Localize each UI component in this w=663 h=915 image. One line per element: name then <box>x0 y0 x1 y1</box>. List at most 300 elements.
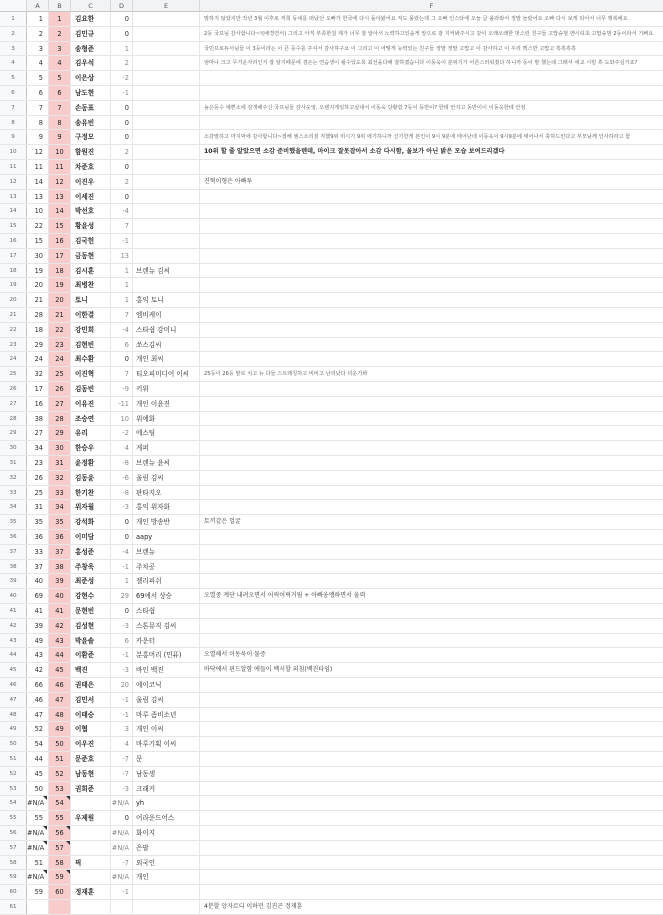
cell-e-agency[interactable]: 외국인 <box>133 856 200 870</box>
row-number[interactable]: 46 <box>0 678 27 692</box>
cell-d-change[interactable]: 20 <box>111 678 133 692</box>
cell-b[interactable]: 41 <box>49 604 71 618</box>
cell-e-agency[interactable] <box>133 278 200 292</box>
cell-e-agency[interactable]: 바인 백진 <box>133 663 200 677</box>
cell-f-note[interactable] <box>200 604 663 618</box>
row-number[interactable]: 59 <box>0 870 27 884</box>
cell-e-agency[interactable]: 홍익 토니 <box>133 293 200 307</box>
cell-b[interactable]: 33 <box>49 486 71 500</box>
cell-e-agency[interactable]: aapy <box>133 530 200 544</box>
cell-c-name[interactable] <box>71 796 111 810</box>
cell-d-change[interactable] <box>111 900 133 914</box>
cell-e-agency[interactable]: 은팔 <box>133 841 200 855</box>
cell-b[interactable]: 52 <box>49 767 71 781</box>
cell-d-change[interactable]: -7 <box>111 856 133 870</box>
cell-c-name[interactable]: 정재훈 <box>71 885 111 899</box>
cell-c-name[interactable]: 금동현 <box>71 249 111 263</box>
cell-a[interactable]: 39 <box>27 619 49 633</box>
row-number[interactable]: 34 <box>0 500 27 514</box>
cell-b[interactable]: 49 <box>49 722 71 736</box>
row-number[interactable]: 17 <box>0 249 27 263</box>
cell-a[interactable]: 66 <box>27 678 49 692</box>
cell-b[interactable]: 22 <box>49 323 71 337</box>
cell-f-note[interactable] <box>200 204 663 218</box>
cell-b[interactable]: 34 <box>49 500 71 514</box>
cell-b[interactable] <box>49 900 71 914</box>
cell-c-name[interactable]: 김동빈 <box>71 382 111 396</box>
cell-c-name[interactable]: 우제원 <box>71 811 111 825</box>
cell-c-name[interactable]: 토니 <box>71 293 111 307</box>
cell-e-agency[interactable]: 카운터 <box>133 634 200 648</box>
row-number[interactable]: 6 <box>0 86 27 100</box>
cell-b[interactable]: 6 <box>49 86 71 100</box>
cell-c-name[interactable]: 이은상 <box>71 71 111 85</box>
cell-f-note[interactable]: 엄마나 크고 무거운자리인지 잘 알기때문에 겸손는 연습생이 될수있도록 최선을다해 잘하겠습니다 이동욱이 분위기가 어른스러워졌다 하니까 동이 말 했는데 그래서 애교 시킴 흑 도와주실거죠? <box>204 60 638 67</box>
cell-d-change[interactable]: 0 <box>111 530 133 544</box>
cell-b[interactable]: 23 <box>49 338 71 352</box>
cell-e-agency[interactable]: 브랜뉴 윤씨 <box>133 456 200 470</box>
cell-d-change[interactable]: 10 <box>111 412 133 426</box>
cell-d-change[interactable]: -2 <box>111 71 133 85</box>
cell-b[interactable]: 5 <box>49 71 71 85</box>
cell-b[interactable]: 45 <box>49 663 71 677</box>
cell-d-change[interactable]: -7 <box>111 767 133 781</box>
cell-e-agency[interactable]: 개인 <box>133 870 200 884</box>
cell-f-note[interactable]: 말하지 않았지만 작년 3월 이후로 저희 동네를 떠났던 오빠가 한국에 다시 돌아왔어요 저도 몰랐는데 그 오빠 인스타에 오늘 글 올라와서 정말 놀랐어요 오빠 다시 보게 되어서 너무 행복해요 <box>204 16 628 22</box>
cell-d-change[interactable]: 2 <box>111 175 133 189</box>
cell-f-note[interactable] <box>200 338 663 352</box>
cell-f-note[interactable]: 4분할 앙자르디 이하민 김진곤 정재훈 <box>204 903 303 910</box>
cell-e-agency[interactable]: 게퍼 <box>133 441 200 455</box>
cell-f-note[interactable] <box>200 426 663 440</box>
cell-e-agency[interactable]: 남동생 <box>133 767 200 781</box>
cell-c-name[interactable]: 강석화 <box>71 515 111 529</box>
row-number[interactable]: 38 <box>0 560 27 574</box>
cell-b[interactable]: 21 <box>49 308 71 322</box>
cell-e-agency[interactable]: 크래커 <box>133 782 200 796</box>
cell-a[interactable]: 18 <box>27 323 49 337</box>
cell-f-note[interactable] <box>200 796 663 810</box>
cell-f-note[interactable]: 25등이 26등 맡로 치고 뉴 다들 스트레칭하고 비비고 난리났다 더운가봐 <box>204 371 368 378</box>
row-number[interactable]: 16 <box>0 234 27 248</box>
cell-e-agency[interactable] <box>133 130 200 144</box>
cell-e-agency[interactable] <box>133 101 200 115</box>
cell-c-name[interactable]: 이진혁 <box>71 367 111 381</box>
cell-f-note[interactable] <box>200 574 663 588</box>
cell-d-change[interactable]: 0 <box>111 160 133 174</box>
cell-e-agency[interactable] <box>133 249 200 263</box>
cell-c-name[interactable]: 함원진 <box>71 145 111 159</box>
cell-e-agency[interactable] <box>133 234 200 248</box>
cell-e-agency[interactable]: 키위 <box>133 382 200 396</box>
cell-e-agency[interactable]: 브랜뉴 김씨 <box>133 264 200 278</box>
cell-e-agency[interactable] <box>133 27 200 41</box>
cell-e-agency[interactable]: 브랜뉴 <box>133 545 200 559</box>
cell-c-name[interactable]: 김국헌 <box>71 234 111 248</box>
cell-f-note[interactable] <box>200 412 663 426</box>
cell-a[interactable]: 50 <box>27 782 49 796</box>
cell-e-agency[interactable]: 69에서 상승 <box>133 589 200 603</box>
cell-a[interactable]: 19 <box>27 264 49 278</box>
cell-a[interactable]: 69 <box>27 589 49 603</box>
cell-f-note[interactable] <box>200 530 663 544</box>
cell-d-change[interactable]: 13 <box>111 249 133 263</box>
cell-b[interactable]: 9 <box>49 130 71 144</box>
cell-a[interactable]: 2 <box>27 27 49 41</box>
cell-b[interactable]: 60 <box>49 885 71 899</box>
cell-f-note[interactable]: 토끼같은 얼굴 <box>204 518 241 526</box>
cell-f-note[interactable] <box>200 500 663 514</box>
cell-a[interactable]: 20 <box>27 278 49 292</box>
cell-a[interactable]: 31 <box>27 500 49 514</box>
cell-b[interactable]: 18 <box>49 264 71 278</box>
cell-a[interactable]: 3 <box>27 42 49 56</box>
cell-e-agency[interactable]: 티오피미디어 이씨 <box>133 367 200 381</box>
cell-b[interactable]: 29 <box>49 426 71 440</box>
cell-b[interactable]: 44 <box>49 648 71 662</box>
cell-a[interactable]: 1 <box>27 12 49 26</box>
cell-f-note[interactable]: 오열해서 이동욱이 물증 <box>204 651 266 659</box>
cell-d-change[interactable]: -4 <box>111 323 133 337</box>
cell-f-note[interactable] <box>200 397 663 411</box>
cell-f-note[interactable] <box>200 352 663 366</box>
cell-d-change[interactable]: -1 <box>111 560 133 574</box>
row-number[interactable]: 55 <box>0 811 27 825</box>
row-number[interactable]: 26 <box>0 382 27 396</box>
cell-e-agency[interactable]: 판타지오 <box>133 486 200 500</box>
cell-f-note[interactable]: 진혁이형은 아빠투 <box>204 177 253 185</box>
cell-f-note[interactable] <box>200 86 663 100</box>
row-number[interactable]: 29 <box>0 426 27 440</box>
cell-a[interactable]: #N/A <box>27 826 49 840</box>
cell-f-note[interactable] <box>200 264 663 278</box>
cell-e-agency[interactable] <box>133 145 200 159</box>
row-number[interactable]: 58 <box>0 856 27 870</box>
cell-f-note[interactable] <box>200 722 663 736</box>
row-number[interactable]: 56 <box>0 826 27 840</box>
cell-c-name[interactable]: 김요한 <box>71 12 111 26</box>
cell-d-change[interactable]: -1 <box>111 693 133 707</box>
cell-a[interactable]: 9 <box>27 130 49 144</box>
row-number[interactable]: 44 <box>0 648 27 662</box>
cell-f-note[interactable] <box>200 708 663 722</box>
cell-f-note[interactable]: 국민프로듀서님들 이 3등이라는 이 큰 등수를 주셔서 감사하구요 이 그리고 이 어떻게 능력있는 친구들 정말 정말 고맙고 이 감사하고 이 우리 멕스반 고맙고 흑흑흑흑 <box>204 45 576 52</box>
row-number[interactable]: 30 <box>0 441 27 455</box>
cell-c-name[interactable] <box>71 841 111 855</box>
row-number[interactable]: 41 <box>0 604 27 618</box>
cell-c-name[interactable]: 권희준 <box>71 782 111 796</box>
cell-c-name[interactable]: 황윤성 <box>71 219 111 233</box>
cell-a[interactable]: 21 <box>27 293 49 307</box>
cell-b[interactable]: 38 <box>49 560 71 574</box>
cell-f-note[interactable] <box>200 826 663 840</box>
cell-a[interactable]: 8 <box>27 116 49 130</box>
column-header-b[interactable]: B <box>49 0 71 12</box>
row-number[interactable]: 12 <box>0 175 27 189</box>
cell-c-name[interactable]: 이미담 <box>71 530 111 544</box>
cell-d-change[interactable]: 0 <box>111 190 133 204</box>
cell-d-change[interactable]: 2 <box>111 56 133 70</box>
cell-d-change[interactable]: -9 <box>111 382 133 396</box>
cell-c-name[interactable]: 홍성준 <box>71 545 111 559</box>
row-number[interactable]: 9 <box>0 130 27 144</box>
cell-f-note[interactable] <box>200 382 663 396</box>
cell-a[interactable]: 41 <box>27 604 49 618</box>
cell-b[interactable]: 32 <box>49 471 71 485</box>
row-number[interactable]: 21 <box>0 308 27 322</box>
cell-e-agency[interactable]: 마루기획 이씨 <box>133 737 200 751</box>
row-number[interactable]: 13 <box>0 190 27 204</box>
cell-e-agency[interactable] <box>133 116 200 130</box>
cell-d-change[interactable]: 6 <box>111 634 133 648</box>
row-number[interactable]: 51 <box>0 752 27 766</box>
cell-b[interactable]: 53 <box>49 782 71 796</box>
cell-f-note[interactable]: 오열중 계단 내려오면서 어릭어릭거림 + 아빠웅얭하면서 울력 <box>204 592 366 600</box>
cell-c-name[interactable]: 김민규 <box>71 27 111 41</box>
cell-e-agency[interactable]: 개인 방송반 <box>133 515 200 529</box>
cell-c-name[interactable]: 윤정환 <box>71 456 111 470</box>
cell-c-name[interactable]: 이태승 <box>71 708 111 722</box>
row-number[interactable]: 50 <box>0 737 27 751</box>
cell-a[interactable]: #N/A <box>27 870 49 884</box>
cell-f-note[interactable]: 2등 국프님 감사합니다~!(배경연서) 그리고 아직 부족한걸 제가 너무 잘 알아서 노력하고있을게 앞으로 잘 지켜봐주시고 같이 오래오래한 멋스런 친구들 고맙슝멍 멘시티초 고맙슝멍 2등이라서 기뻐요 <box>204 30 654 37</box>
row-number[interactable]: 1 <box>0 12 27 26</box>
cell-a[interactable]: 11 <box>27 160 49 174</box>
row-number[interactable]: 8 <box>0 116 27 130</box>
cell-a[interactable]: 38 <box>27 412 49 426</box>
cell-d-change[interactable]: #N/A <box>111 826 133 840</box>
cell-d-change[interactable]: -2 <box>111 426 133 440</box>
cell-a[interactable]: 6 <box>27 86 49 100</box>
cell-e-agency[interactable]: 쏘스김씨 <box>133 338 200 352</box>
cell-b[interactable]: 39 <box>49 574 71 588</box>
cell-f-note[interactable] <box>200 278 663 292</box>
cell-c-name[interactable]: 이우진 <box>71 737 111 751</box>
cell-c-name[interactable]: 이유진 <box>71 397 111 411</box>
cell-a[interactable]: 47 <box>27 708 49 722</box>
cell-c-name[interactable] <box>71 870 111 884</box>
cell-d-change[interactable]: 6 <box>111 338 133 352</box>
cell-d-change[interactable]: 1 <box>111 278 133 292</box>
cell-a[interactable]: 4 <box>27 56 49 70</box>
cell-b[interactable]: 43 <box>49 634 71 648</box>
cell-a[interactable]: 26 <box>27 471 49 485</box>
cell-f-note[interactable]: 높은등수 예쁜소에 감개해주신 국프님들 감사웃엉, 오랜지게임하고싶대서 이동욱 당황함 7등이 동반이? 한테 안지고 동반이이 이동욱한테 안짐 <box>204 104 526 111</box>
cell-d-change[interactable]: -6 <box>111 471 133 485</box>
cell-e-agency[interactable]: 어라운드어스 <box>133 811 200 825</box>
row-number[interactable]: 11 <box>0 160 27 174</box>
row-number[interactable]: 35 <box>0 515 27 529</box>
cell-a[interactable]: 23 <box>27 456 49 470</box>
cell-c-name[interactable]: 박윤솔 <box>71 634 111 648</box>
cell-b[interactable]: 1 <box>49 12 71 26</box>
cell-d-change[interactable]: -1 <box>111 708 133 722</box>
cell-c-name[interactable]: 한기찬 <box>71 486 111 500</box>
cell-c-name[interactable]: 송유빈 <box>71 116 111 130</box>
cell-b[interactable]: 15 <box>49 219 71 233</box>
cell-e-agency[interactable] <box>133 885 200 899</box>
row-number[interactable]: 24 <box>0 352 27 366</box>
cell-c-name[interactable]: 이환준 <box>71 648 111 662</box>
cell-e-agency[interactable] <box>133 42 200 56</box>
cell-b[interactable]: 54 <box>49 796 71 810</box>
cell-a[interactable]: 43 <box>27 648 49 662</box>
cell-a[interactable]: 51 <box>27 856 49 870</box>
row-number[interactable]: 33 <box>0 486 27 500</box>
cell-f-note[interactable] <box>200 634 663 648</box>
row-number[interactable]: 43 <box>0 634 27 648</box>
cell-c-name[interactable]: 김우석 <box>71 56 111 70</box>
cell-c-name[interactable]: 이한결 <box>71 308 111 322</box>
cell-a[interactable]: 55 <box>27 811 49 825</box>
cell-e-agency[interactable]: 스톤뮤직 김씨 <box>133 619 200 633</box>
cell-c-name[interactable]: 김동윤 <box>71 471 111 485</box>
cell-b[interactable]: 20 <box>49 293 71 307</box>
cell-d-change[interactable]: 7 <box>111 308 133 322</box>
cell-e-agency[interactable] <box>133 86 200 100</box>
row-number[interactable]: 49 <box>0 722 27 736</box>
cell-a[interactable]: 34 <box>27 441 49 455</box>
cell-d-change[interactable]: 0 <box>111 116 133 130</box>
row-number[interactable]: 23 <box>0 338 27 352</box>
row-number[interactable]: 20 <box>0 293 27 307</box>
cell-d-change[interactable]: -7 <box>111 752 133 766</box>
cell-b[interactable]: 11 <box>49 160 71 174</box>
cell-f-note[interactable]: 소감말하고 마지막에 감사합니다~절해 엠스소리질 직했9위 뛰시기 9위 애기하니까 신기한게 본인이 9시 9분에 태어난데 이동욱이 9시9분에 태어나서 축하드린다고 부모님께 인사하라고 함 <box>204 134 631 141</box>
cell-f-note[interactable] <box>200 841 663 855</box>
row-number[interactable]: 3 <box>0 42 27 56</box>
row-number[interactable]: 2 <box>0 27 27 41</box>
cell-c-name[interactable]: 문현빈 <box>71 604 111 618</box>
cell-b[interactable]: 31 <box>49 456 71 470</box>
cell-d-change[interactable]: 1 <box>111 293 133 307</box>
row-number[interactable]: 48 <box>0 708 27 722</box>
cell-e-agency[interactable]: 분홍머리 (민퓨) <box>133 648 200 662</box>
cell-d-change[interactable]: -1 <box>111 885 133 899</box>
cell-a[interactable]: 46 <box>27 693 49 707</box>
row-number[interactable]: 14 <box>0 204 27 218</box>
cell-f-note[interactable] <box>200 782 663 796</box>
cell-e-agency[interactable]: 스타쉽 <box>133 604 200 618</box>
cell-b[interactable]: 7 <box>49 101 71 115</box>
cell-e-agency[interactable] <box>133 56 200 70</box>
row-number[interactable]: 37 <box>0 545 27 559</box>
cell-c-name[interactable]: 박선호 <box>71 204 111 218</box>
cell-b[interactable]: 16 <box>49 234 71 248</box>
cell-b[interactable]: 56 <box>49 826 71 840</box>
cell-b[interactable]: 8 <box>49 116 71 130</box>
cell-f-note[interactable] <box>200 856 663 870</box>
cell-c-name[interactable] <box>71 900 111 914</box>
cell-d-change[interactable]: 0 <box>111 352 133 366</box>
cell-e-agency[interactable] <box>133 204 200 218</box>
cell-b[interactable]: 51 <box>49 752 71 766</box>
cell-c-name[interactable]: 김현빈 <box>71 338 111 352</box>
cell-b[interactable]: 59 <box>49 870 71 884</box>
cell-a[interactable]: 27 <box>27 426 49 440</box>
cell-f-note[interactable] <box>200 693 663 707</box>
row-number[interactable]: 4 <box>0 56 27 70</box>
cell-b[interactable]: 27 <box>49 397 71 411</box>
cell-c-name[interactable]: 이세진 <box>71 190 111 204</box>
cell-b[interactable]: 19 <box>49 278 71 292</box>
cell-b[interactable]: 57 <box>49 841 71 855</box>
cell-a[interactable]: 54 <box>27 737 49 751</box>
cell-e-agency[interactable]: 젤리피쉬 <box>133 574 200 588</box>
cell-c-name[interactable]: 권태은 <box>71 678 111 692</box>
row-number[interactable]: 42 <box>0 619 27 633</box>
column-header-a[interactable]: A <box>27 0 49 12</box>
cell-a[interactable]: 42 <box>27 663 49 677</box>
cell-f-note[interactable] <box>200 471 663 485</box>
cell-e-agency[interactable] <box>133 160 200 174</box>
cell-f-note[interactable] <box>200 249 663 263</box>
row-number[interactable]: 18 <box>0 264 27 278</box>
cell-e-agency[interactable]: 개인 최씨 <box>133 352 200 366</box>
cell-f-note[interactable] <box>200 308 663 322</box>
cell-d-change[interactable]: 0 <box>111 12 133 26</box>
cell-d-change[interactable]: -3 <box>111 619 133 633</box>
cell-c-name[interactable] <box>71 826 111 840</box>
cell-e-agency[interactable]: 엠비케이 <box>133 308 200 322</box>
cell-f-note[interactable] <box>200 619 663 633</box>
cell-d-change[interactable]: -11 <box>111 397 133 411</box>
row-number[interactable]: 53 <box>0 782 27 796</box>
row-number[interactable]: 7 <box>0 101 27 115</box>
row-number[interactable]: 57 <box>0 841 27 855</box>
cell-c-name[interactable]: 최수환 <box>71 352 111 366</box>
cell-b[interactable]: 30 <box>49 441 71 455</box>
cell-a[interactable]: 16 <box>27 397 49 411</box>
cell-a[interactable]: 30 <box>27 249 49 263</box>
cell-f-note[interactable] <box>200 545 663 559</box>
cell-c-name[interactable]: 최준성 <box>71 574 111 588</box>
cell-d-change[interactable]: -1 <box>111 234 133 248</box>
cell-a[interactable]: 5 <box>27 71 49 85</box>
cell-b[interactable]: 3 <box>49 42 71 56</box>
cell-b[interactable]: 14 <box>49 204 71 218</box>
cell-f-note[interactable] <box>200 234 663 248</box>
cell-d-change[interactable]: 1 <box>111 574 133 588</box>
cell-f-note[interactable]: 10위 할 줄 알았으면 소감 준비했을텐데, 마이크 잘못잡아서 소감 다시함, 울보가 아닌 밝은 모습 보여드리겠다 <box>204 148 505 156</box>
cell-a[interactable]: 7 <box>27 101 49 115</box>
cell-d-change[interactable]: #N/A <box>111 796 133 810</box>
cell-f-note[interactable] <box>200 885 663 899</box>
cell-b[interactable]: 46 <box>49 678 71 692</box>
cell-c-name[interactable]: 강현수 <box>71 589 111 603</box>
cell-b[interactable]: 36 <box>49 530 71 544</box>
cell-f-note[interactable] <box>200 441 663 455</box>
cell-a[interactable]: #N/A <box>27 796 49 810</box>
cell-d-change[interactable]: #N/A <box>111 870 133 884</box>
column-header-d[interactable]: D <box>111 0 133 12</box>
cell-c-name[interactable]: 강민희 <box>71 323 111 337</box>
cell-e-agency[interactable] <box>133 190 200 204</box>
row-number[interactable]: 25 <box>0 367 27 381</box>
cell-f-note[interactable] <box>200 737 663 751</box>
cell-d-change[interactable]: -8 <box>111 456 133 470</box>
cell-b[interactable]: 40 <box>49 589 71 603</box>
cell-a[interactable]: 15 <box>27 234 49 248</box>
cell-d-change[interactable]: -3 <box>111 782 133 796</box>
row-number[interactable]: 45 <box>0 663 27 677</box>
cell-a[interactable] <box>27 900 49 914</box>
row-number[interactable]: 36 <box>0 530 27 544</box>
cell-b[interactable]: 48 <box>49 708 71 722</box>
cell-c-name[interactable]: 백진 <box>71 663 111 677</box>
select-all-corner[interactable] <box>0 0 27 12</box>
cell-e-agency[interactable] <box>133 900 200 914</box>
